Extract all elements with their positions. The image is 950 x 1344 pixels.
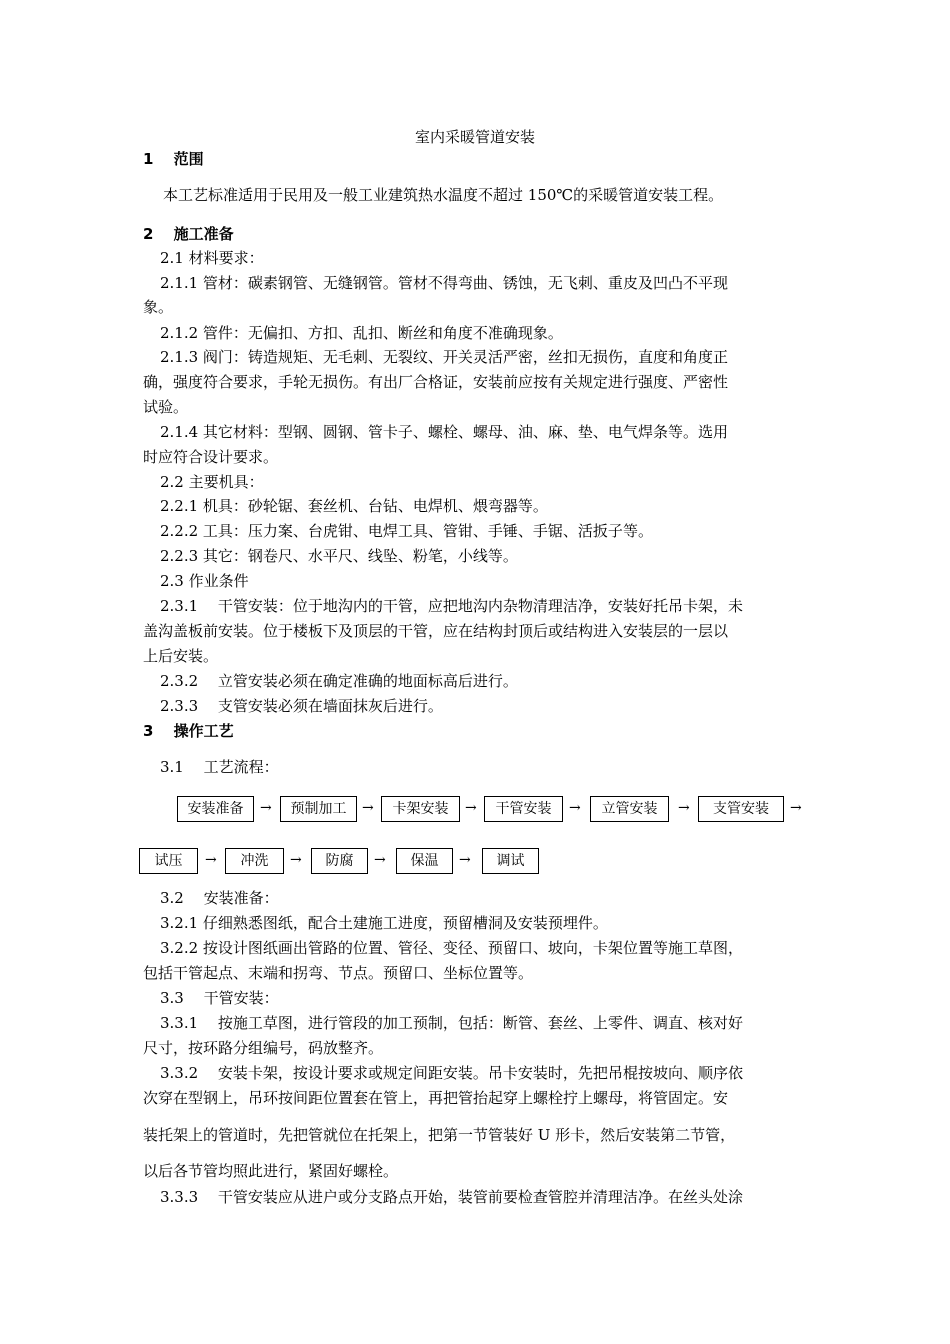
flow-step-10: 保温 — [396, 848, 453, 874]
flow-step-11: 调试 — [482, 848, 539, 874]
para-3-3-1: 3.3.1 按施工草图，进行管段的加工预制，包括：断管、套丝、上零件、调直、核对好 — [160, 1014, 743, 1032]
section-2-heading: 2 施工准备 — [143, 225, 234, 243]
flow-arrow: → — [290, 852, 302, 868]
para-2-3: 2.3 作业条件 — [160, 572, 249, 590]
flow-arrow: → — [459, 852, 471, 868]
flow-arrow: → — [362, 800, 374, 816]
section-3-heading: 3 操作工艺 — [143, 722, 234, 740]
flow-step-7: 试压 — [139, 848, 198, 874]
para-2-1-4-cont: 时应符合设计要求。 — [143, 448, 279, 466]
para-3-3-3: 3.3.3 干管安装应从进户或分支路点开始，装管前要检查管腔并清理洁净。在丝头处涂 — [160, 1188, 743, 1206]
para-3-2-1: 3.2.1 仔细熟悉图纸，配合土建施工进度，预留槽洞及安装预埋件。 — [160, 914, 608, 932]
flow-step-6: 支管安装 — [698, 796, 784, 822]
para-3-2-2-cont: 包括干管起点、末端和拐弯、节点。预留口、坐标位置等。 — [143, 964, 534, 982]
para-2-1-2: 2.1.2 管件：无偏扣、方扣、乱扣、断丝和角度不准确现象。 — [160, 324, 563, 342]
para-2-2: 2.2 主要机具： — [160, 473, 264, 491]
para-2-3-1-cont2: 上后安装。 — [143, 647, 219, 665]
flow-arrow: → — [205, 852, 217, 868]
para-2-1-1: 2.1.1 管材：碳素钢管、无缝钢管。管材不得弯曲、锈蚀，无飞刺、重皮及凹凸不平现 — [160, 274, 728, 292]
flow-step-9: 防腐 — [311, 848, 368, 874]
para-3-3: 3.3 干管安装： — [160, 989, 279, 1007]
document-title: 室内采暖管道安装 — [414, 128, 535, 146]
flow-arrow: → — [374, 852, 386, 868]
flow-arrow: → — [678, 800, 690, 816]
para-2-1-1-cont: 象。 — [143, 298, 174, 316]
flow-step-2: 预制加工 — [280, 796, 357, 822]
flow-arrow: → — [465, 800, 477, 816]
flow-step-8: 冲洗 — [225, 848, 284, 874]
para-2-3-1-cont1: 盖沟盖板前安装。位于楼板下及顶层的干管，应在结构封顶后或结构进入安装层的一层以 — [143, 622, 729, 640]
para-2-1: 2.1 材料要求： — [160, 249, 264, 267]
para-2-2-1: 2.2.1 机具：砂轮锯、套丝机、台钻、电焊机、煨弯器等。 — [160, 497, 548, 515]
para-2-1-3-cont2: 试验。 — [143, 398, 189, 416]
flow-step-1: 安装准备 — [177, 796, 254, 822]
flow-arrow: → — [569, 800, 581, 816]
para-2-3-3: 2.3.3 支管安装必须在墙面抹灰后进行。 — [160, 697, 443, 715]
para-3-3-2-cont1: 次穿在型钢上，吊环按间距位置套在管上，再把管抬起穿上螺栓拧上螺母，将管固定。安 — [143, 1089, 729, 1107]
para-3-3-2: 3.3.2 安装卡架，按设计要求或规定间距安装。吊卡安装时，先把吊棍按坡向、顺序依 — [160, 1064, 743, 1082]
para-2-1-4: 2.1.4 其它材料：型钢、圆钢、管卡子、螺栓、螺母、油、麻、垫、电气焊条等。选用 — [160, 423, 728, 441]
section-1-heading: 1 范围 — [143, 150, 204, 168]
para-2-1-3-cont1: 确，强度符合要求，手轮无损伤。有出厂合格证，安装前应按有关规定进行强度、严密性 — [143, 373, 729, 391]
para-3-1: 3.1 工艺流程： — [160, 758, 279, 776]
para-3-3-1-cont: 尺寸，按环路分组编号，码放整齐。 — [143, 1039, 384, 1057]
flow-arrow: → — [260, 800, 272, 816]
para-3-2: 3.2 安装准备： — [160, 889, 279, 907]
flow-step-4: 干管安装 — [484, 796, 563, 822]
para-2-3-1: 2.3.1 干管安装：位于地沟内的干管，应把地沟内杂物清理洁净，安装好托吊卡架，未 — [160, 597, 743, 615]
section-1-text: 本工艺标准适用于民用及一般工业建筑热水温度不超过 150℃的采暖管道安装工程。 — [163, 186, 724, 204]
para-3-3-2-cont2: 装托架上的管道时，先把管就位在托架上，把第一节管装好 U 形卡，然后安装第二节管， — [143, 1126, 736, 1144]
para-2-3-2: 2.3.2 立管安装必须在确定准确的地面标高后进行。 — [160, 672, 518, 690]
para-2-2-3: 2.2.3 其它：钢卷尺、水平尺、线坠、粉笔，小线等。 — [160, 547, 518, 565]
para-3-3-2-cont3: 以后各节管均照此进行，紧固好螺栓。 — [143, 1162, 399, 1180]
flow-arrow: → — [790, 800, 802, 816]
para-2-2-2: 2.2.2 工具：压力案、台虎钳、电焊工具、管钳、手锤、手锯、活扳子等。 — [160, 522, 653, 540]
flow-step-3: 卡架安装 — [381, 796, 460, 822]
flow-step-5: 立管安装 — [590, 796, 669, 822]
para-3-2-2: 3.2.2 按设计图纸画出管路的位置、管径、变径、预留口、坡向，卡架位置等施工草图， — [160, 939, 743, 957]
para-2-1-3: 2.1.3 阀门：铸造规矩、无毛刺、无裂纹、开关灵活严密，丝扣无损伤，直度和角度正 — [160, 348, 728, 366]
